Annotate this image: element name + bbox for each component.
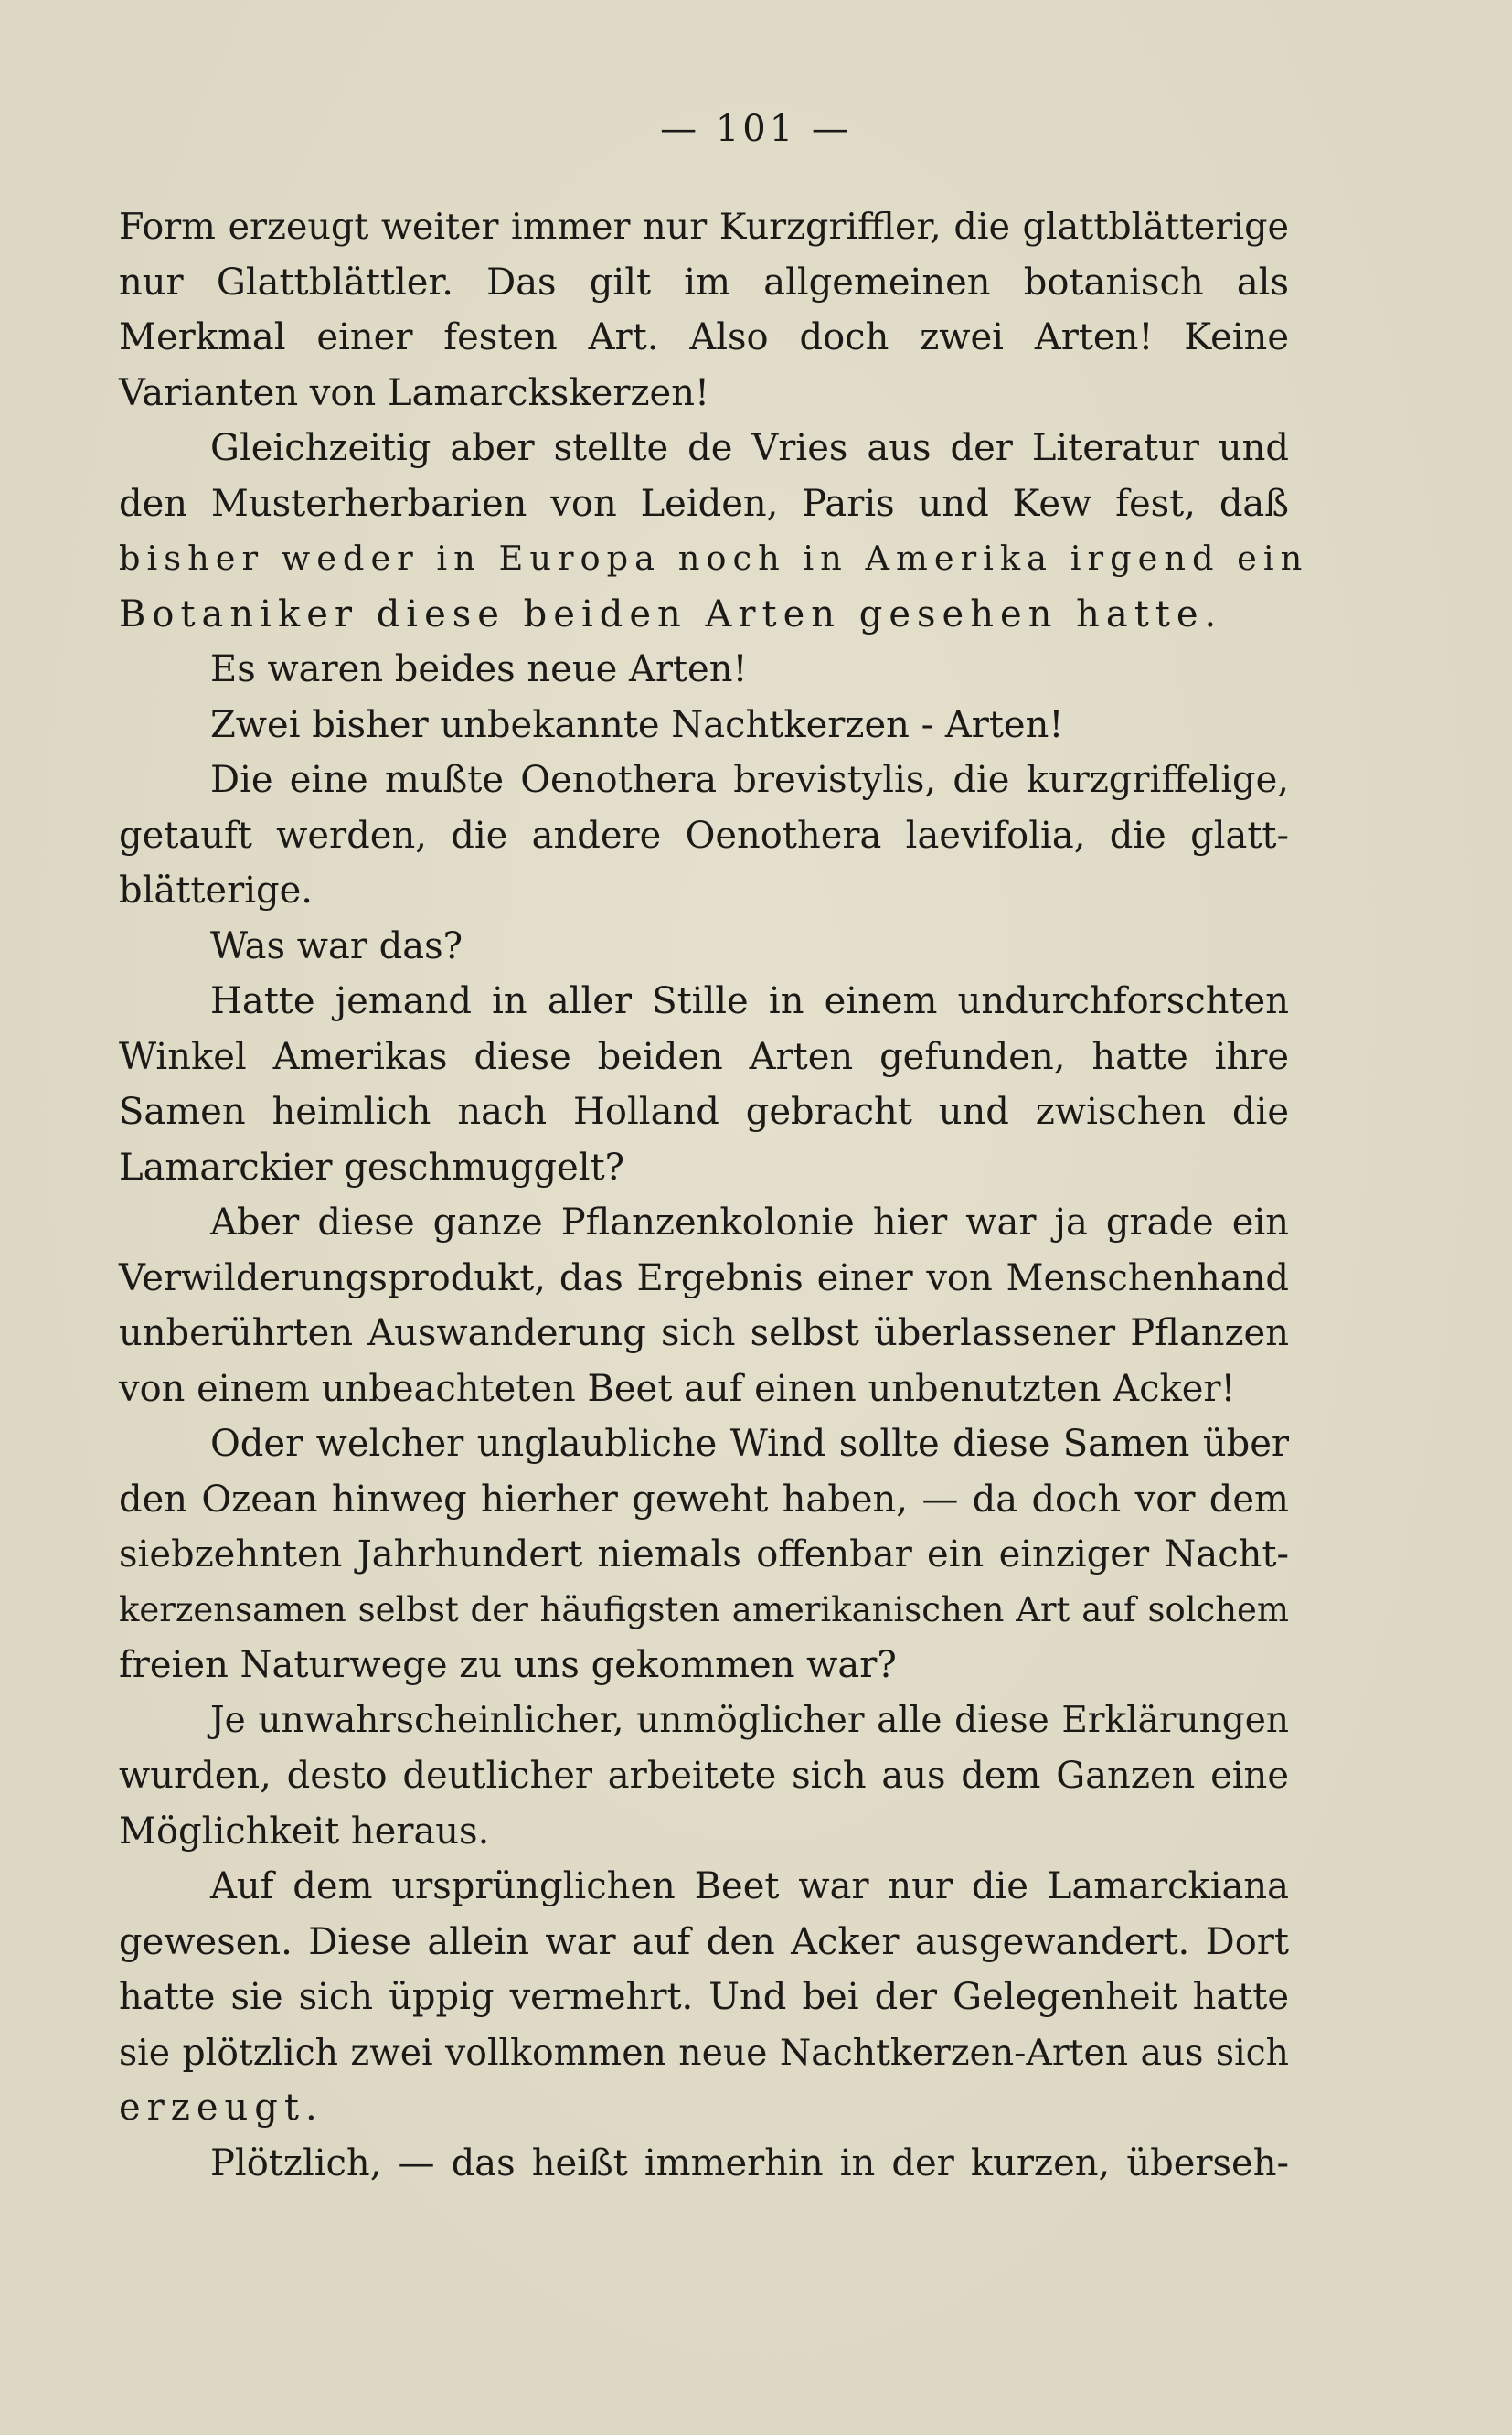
text-line: blätterige.	[119, 870, 313, 912]
text-line: erzeugt.	[119, 2087, 324, 2129]
text-line: unberührten Auswanderung sich selbst überlassener Pflanzen	[119, 1312, 1289, 1354]
text-line: Möglichkeit heraus.	[119, 1810, 490, 1853]
text-line: Plötzlich, — das heißt immerhin in der kurzen, überseh-	[210, 2141, 1289, 2184]
text-line: von einem unbeachteten Beet auf einen unbenutzten Acker!	[119, 1367, 1236, 1410]
text-line: nur Glattblättler. Das gilt im allgemeinen botanisch als	[119, 261, 1289, 304]
page-number: — 101 —	[660, 108, 852, 150]
text-line: gewesen. Diese allein war auf den Acker ausgewandert. Dort	[119, 1920, 1289, 1963]
text-line: Je unwahrscheinlicher, unmöglicher alle diese Erklärungen	[210, 1699, 1289, 1741]
text-line: Botaniker diese beiden Arten gesehen hatte.	[119, 593, 1223, 635]
text-line: Es waren beides neue Arten!	[210, 648, 748, 690]
text-line: Form erzeugt weiter immer nur Kurzgriffler, die glattblätterige	[119, 206, 1289, 248]
text-line: getauft werden, die andere Oenothera laevifolia, die glatt-	[119, 814, 1289, 857]
text-line: Merkmal einer festen Art. Also doch zwei Arten! Keine	[119, 316, 1289, 358]
text-line: den Ozean hinweg hierher geweht haben, — da doch vor dem	[119, 1478, 1289, 1521]
text-line: freien Naturwege zu uns gekommen war?	[119, 1644, 897, 1686]
text-line: Hatte jemand in aller Stille in einem undurchforschten	[210, 980, 1289, 1022]
text-line: Varianten von Lamarckskerzen!	[119, 371, 710, 414]
text-line: Gleichzeitig aber stellte de Vries aus der Literatur und	[210, 427, 1289, 469]
text-line: sie plötzlich zwei vollkommen neue Nachtkerzen-Arten aus sich	[119, 2031, 1289, 2074]
text-line: Winkel Amerikas diese beiden Arten gefunden, hatte ihre	[119, 1035, 1289, 1078]
text-line: bisher weder in Europa noch in Amerika irgend ein	[119, 539, 1309, 578]
text-line: wurden, desto deutlicher arbeitete sich aus dem Ganzen eine	[119, 1755, 1289, 1797]
text-line: Zwei bisher unbekannte Nachtkerzen - Arten!	[210, 703, 1064, 746]
text-line: Lamarckier geschmuggelt?	[119, 1146, 625, 1189]
text-line: Verwilderungsprodukt, das Ergebnis einer von Menschenhand	[119, 1256, 1289, 1299]
body-text	[119, 199, 1309, 2191]
text-line: Was war das?	[210, 924, 463, 967]
text-line: den Musterherbarien von Leiden, Paris und Kew fest, daß	[119, 482, 1289, 525]
text-line: Aber diese ganze Pflanzenkolonie hier war ja grade ein	[210, 1201, 1289, 1244]
text-line: hatte sie sich üppig vermehrt. Und bei der Gelegenheit hatte	[119, 1976, 1289, 2018]
text-line: kerzensamen selbst der häufigsten amerikanischen Art auf solchem	[119, 1589, 1289, 1629]
text-line: Auf dem ursprünglichen Beet war nur die Lamarckiana	[210, 1865, 1289, 1907]
text-line: Oder welcher unglaubliche Wind sollte diese Samen über	[210, 1423, 1289, 1465]
text-line: siebzehnten Jahrhundert niemals offenbar ein einziger Nacht-	[119, 1533, 1289, 1575]
text-line: Die eine mußte Oenothera brevistylis, die kurzgriffelige,	[210, 759, 1289, 801]
text-line: Samen heimlich nach Holland gebracht und zwischen die	[119, 1091, 1289, 1133]
